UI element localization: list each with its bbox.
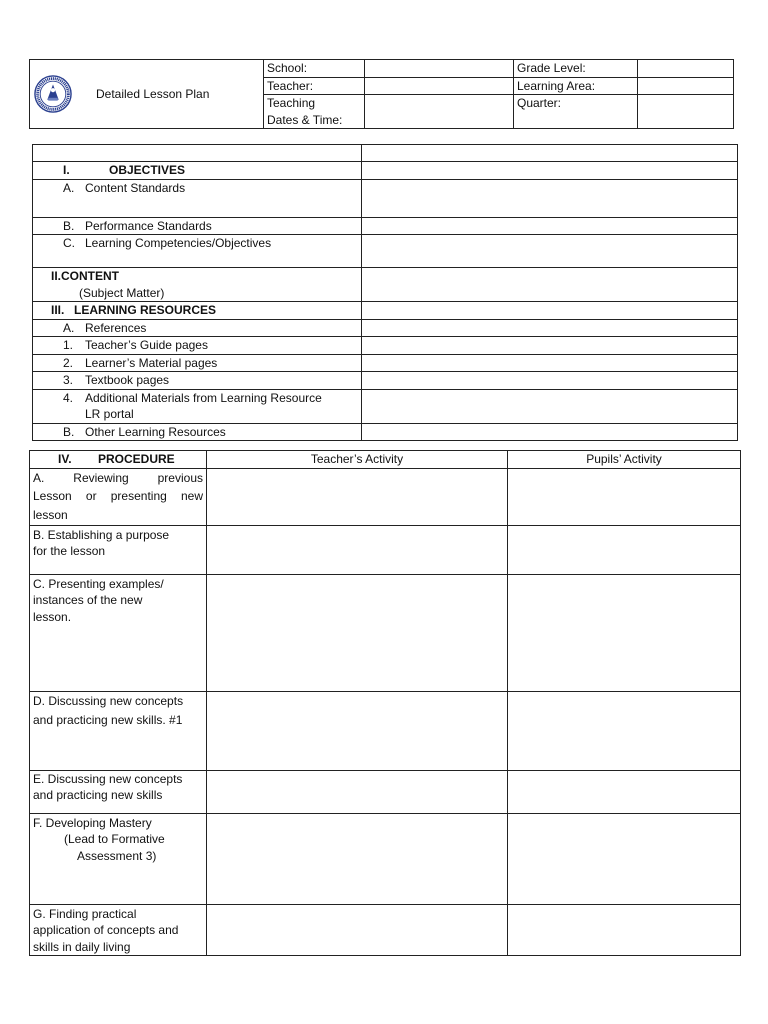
step-text-line: B. Establishing a purpose	[33, 527, 170, 542]
pupils-activity-cell[interactable]	[508, 574, 741, 691]
step-text-line: instances of the new	[33, 593, 143, 607]
step-reviewing-previous-lesson	[30, 468, 207, 525]
quarter-field[interactable]	[638, 95, 734, 129]
performance-standards-label: Performance Standards	[85, 218, 212, 233]
textbook-pages-row	[33, 372, 362, 390]
step-text-line: D. Discussing new concepts	[33, 693, 184, 708]
teacher-activity-cell[interactable]	[207, 468, 508, 525]
learning-competencies-label: Learning Competencies/Objectives	[85, 236, 272, 250]
teacher-label: Teacher:	[264, 77, 365, 95]
teachers-guide-label: Teacher’s Guide pages	[85, 338, 208, 352]
other-resources-field[interactable]	[362, 423, 738, 441]
pupils-activity-cell[interactable]	[508, 468, 741, 525]
item-number: 1.	[63, 338, 74, 352]
step-text-line: E. Discussing new concepts	[33, 771, 183, 786]
step-developing-mastery	[30, 813, 207, 904]
teacher-activity-cell[interactable]	[207, 813, 508, 904]
pupils-activity-cell[interactable]	[508, 770, 741, 813]
objectives-heading	[33, 162, 362, 180]
additional-materials-label: Additional Materials from Learning Resource	[85, 390, 322, 405]
school-field[interactable]	[365, 60, 514, 78]
section-number: IV.	[58, 452, 72, 466]
learners-material-label: Learner’s Material pages	[85, 355, 218, 370]
step-text-line: for the lesson	[33, 544, 106, 558]
learning-area-label: Learning Area:	[514, 77, 638, 95]
step-discussing-new-concepts-2	[30, 770, 207, 813]
teacher-activity-cell[interactable]	[207, 525, 508, 574]
teachers-guide-field[interactable]	[362, 337, 738, 355]
pupils-activity-cell[interactable]	[508, 904, 741, 956]
learning-resources-field[interactable]	[362, 302, 738, 320]
step-text-line: and practicing new skills. #1	[33, 712, 183, 727]
teacher-activity-cell[interactable]	[207, 904, 508, 956]
subject-matter-label: (Subject Matter)	[79, 285, 165, 300]
grade-level-field[interactable]	[638, 60, 734, 78]
learners-material-field[interactable]	[362, 354, 738, 372]
item-number: C.	[63, 236, 75, 250]
learning-competencies-row	[33, 235, 362, 268]
objectives-field[interactable]	[362, 162, 738, 180]
pupils-activity-cell[interactable]	[508, 813, 741, 904]
item-number: A.	[63, 180, 75, 195]
header-table	[29, 59, 734, 129]
step-text-line: G. Finding practical	[33, 906, 137, 921]
section-title: LEARNING RESOURCES	[74, 303, 217, 317]
step-finding-practical-application	[30, 904, 207, 956]
teacher-activity-cell[interactable]	[207, 691, 508, 770]
item-number: B.	[63, 424, 75, 439]
content-field[interactable]	[362, 268, 738, 302]
section-title: PROCEDURE	[98, 452, 175, 466]
section-number: III.	[51, 303, 65, 317]
item-number: 3.	[63, 373, 74, 387]
teaching-dates-label-line1: Teaching	[267, 96, 316, 110]
procedure-heading	[30, 451, 207, 469]
teaching-dates-label-line2: Dates & Time:	[267, 112, 343, 127]
performance-standards-row	[33, 217, 362, 235]
step-establishing-purpose	[30, 525, 207, 574]
other-resources-row	[33, 423, 362, 441]
section-title: OBJECTIVES	[109, 163, 186, 177]
step-text-line: application of concepts and	[33, 923, 179, 937]
step-text-line: F. Developing Mastery	[33, 815, 152, 830]
learning-resources-heading	[33, 302, 362, 320]
lr-portal-label: LR portal	[85, 407, 134, 421]
item-number: B.	[63, 218, 75, 233]
textbook-pages-field[interactable]	[362, 372, 738, 390]
teacher-field[interactable]	[365, 77, 514, 95]
school-label: School:	[264, 60, 365, 78]
learning-competencies-field[interactable]	[362, 235, 738, 268]
step-text-line: Lesson or presenting new	[33, 489, 203, 503]
teaching-dates-label	[264, 95, 365, 129]
deped-seal-icon	[34, 75, 72, 113]
pupils-activity-header: Pupils’ Activity	[508, 451, 741, 469]
teacher-activity-cell[interactable]	[207, 574, 508, 691]
textbook-pages-label: Textbook pages	[85, 373, 170, 387]
step-text-line: Assessment 3)	[77, 848, 157, 863]
content-section	[33, 268, 362, 302]
references-field[interactable]	[362, 319, 738, 337]
step-text-line: (Lead to Formative	[64, 832, 165, 846]
procedure-table	[29, 450, 741, 956]
teaching-dates-field[interactable]	[365, 95, 514, 129]
section-number: I.	[63, 163, 70, 177]
step-text-line: A. Reviewing previous	[33, 470, 203, 485]
step-text-line: skills in daily living	[33, 939, 131, 954]
step-text-line: lesson	[33, 507, 68, 522]
other-resources-label: Other Learning Resources	[85, 424, 226, 439]
item-number: 4.	[63, 390, 74, 405]
step-presenting-examples	[30, 574, 207, 691]
pupils-activity-cell[interactable]	[508, 691, 741, 770]
content-heading: II.CONTENT	[51, 269, 119, 283]
objectives-table	[32, 144, 738, 441]
step-text-line: and practicing new skills	[33, 788, 163, 802]
performance-standards-field[interactable]	[362, 217, 738, 235]
teachers-guide-row	[33, 337, 362, 355]
grade-level-label: Grade Level:	[514, 60, 638, 78]
step-discussing-new-concepts-1	[30, 691, 207, 770]
learning-area-field[interactable]	[638, 77, 734, 95]
additional-materials-field[interactable]	[362, 389, 738, 423]
step-text-line: C. Presenting examples/	[33, 576, 164, 591]
references-label: References	[85, 320, 147, 335]
content-standards-row	[33, 179, 362, 217]
step-text-line: lesson.	[33, 609, 72, 624]
content-standards-field[interactable]	[362, 179, 738, 217]
item-number: A.	[63, 320, 75, 335]
additional-materials-row	[33, 389, 362, 423]
pupils-activity-cell[interactable]	[508, 525, 741, 574]
objectives-blank-header-right	[362, 145, 738, 162]
item-number: 2.	[63, 355, 74, 370]
teacher-activity-cell[interactable]	[207, 770, 508, 813]
learners-material-row	[33, 354, 362, 372]
objectives-blank-header	[33, 145, 362, 162]
references-row	[33, 319, 362, 337]
teacher-activity-header: Teacher’s Activity	[207, 451, 508, 469]
quarter-label: Quarter:	[514, 95, 638, 129]
document-title: Detailed Lesson Plan	[96, 86, 210, 101]
content-standards-label: Content Standards	[85, 180, 186, 195]
header-logo-cell	[30, 60, 264, 129]
